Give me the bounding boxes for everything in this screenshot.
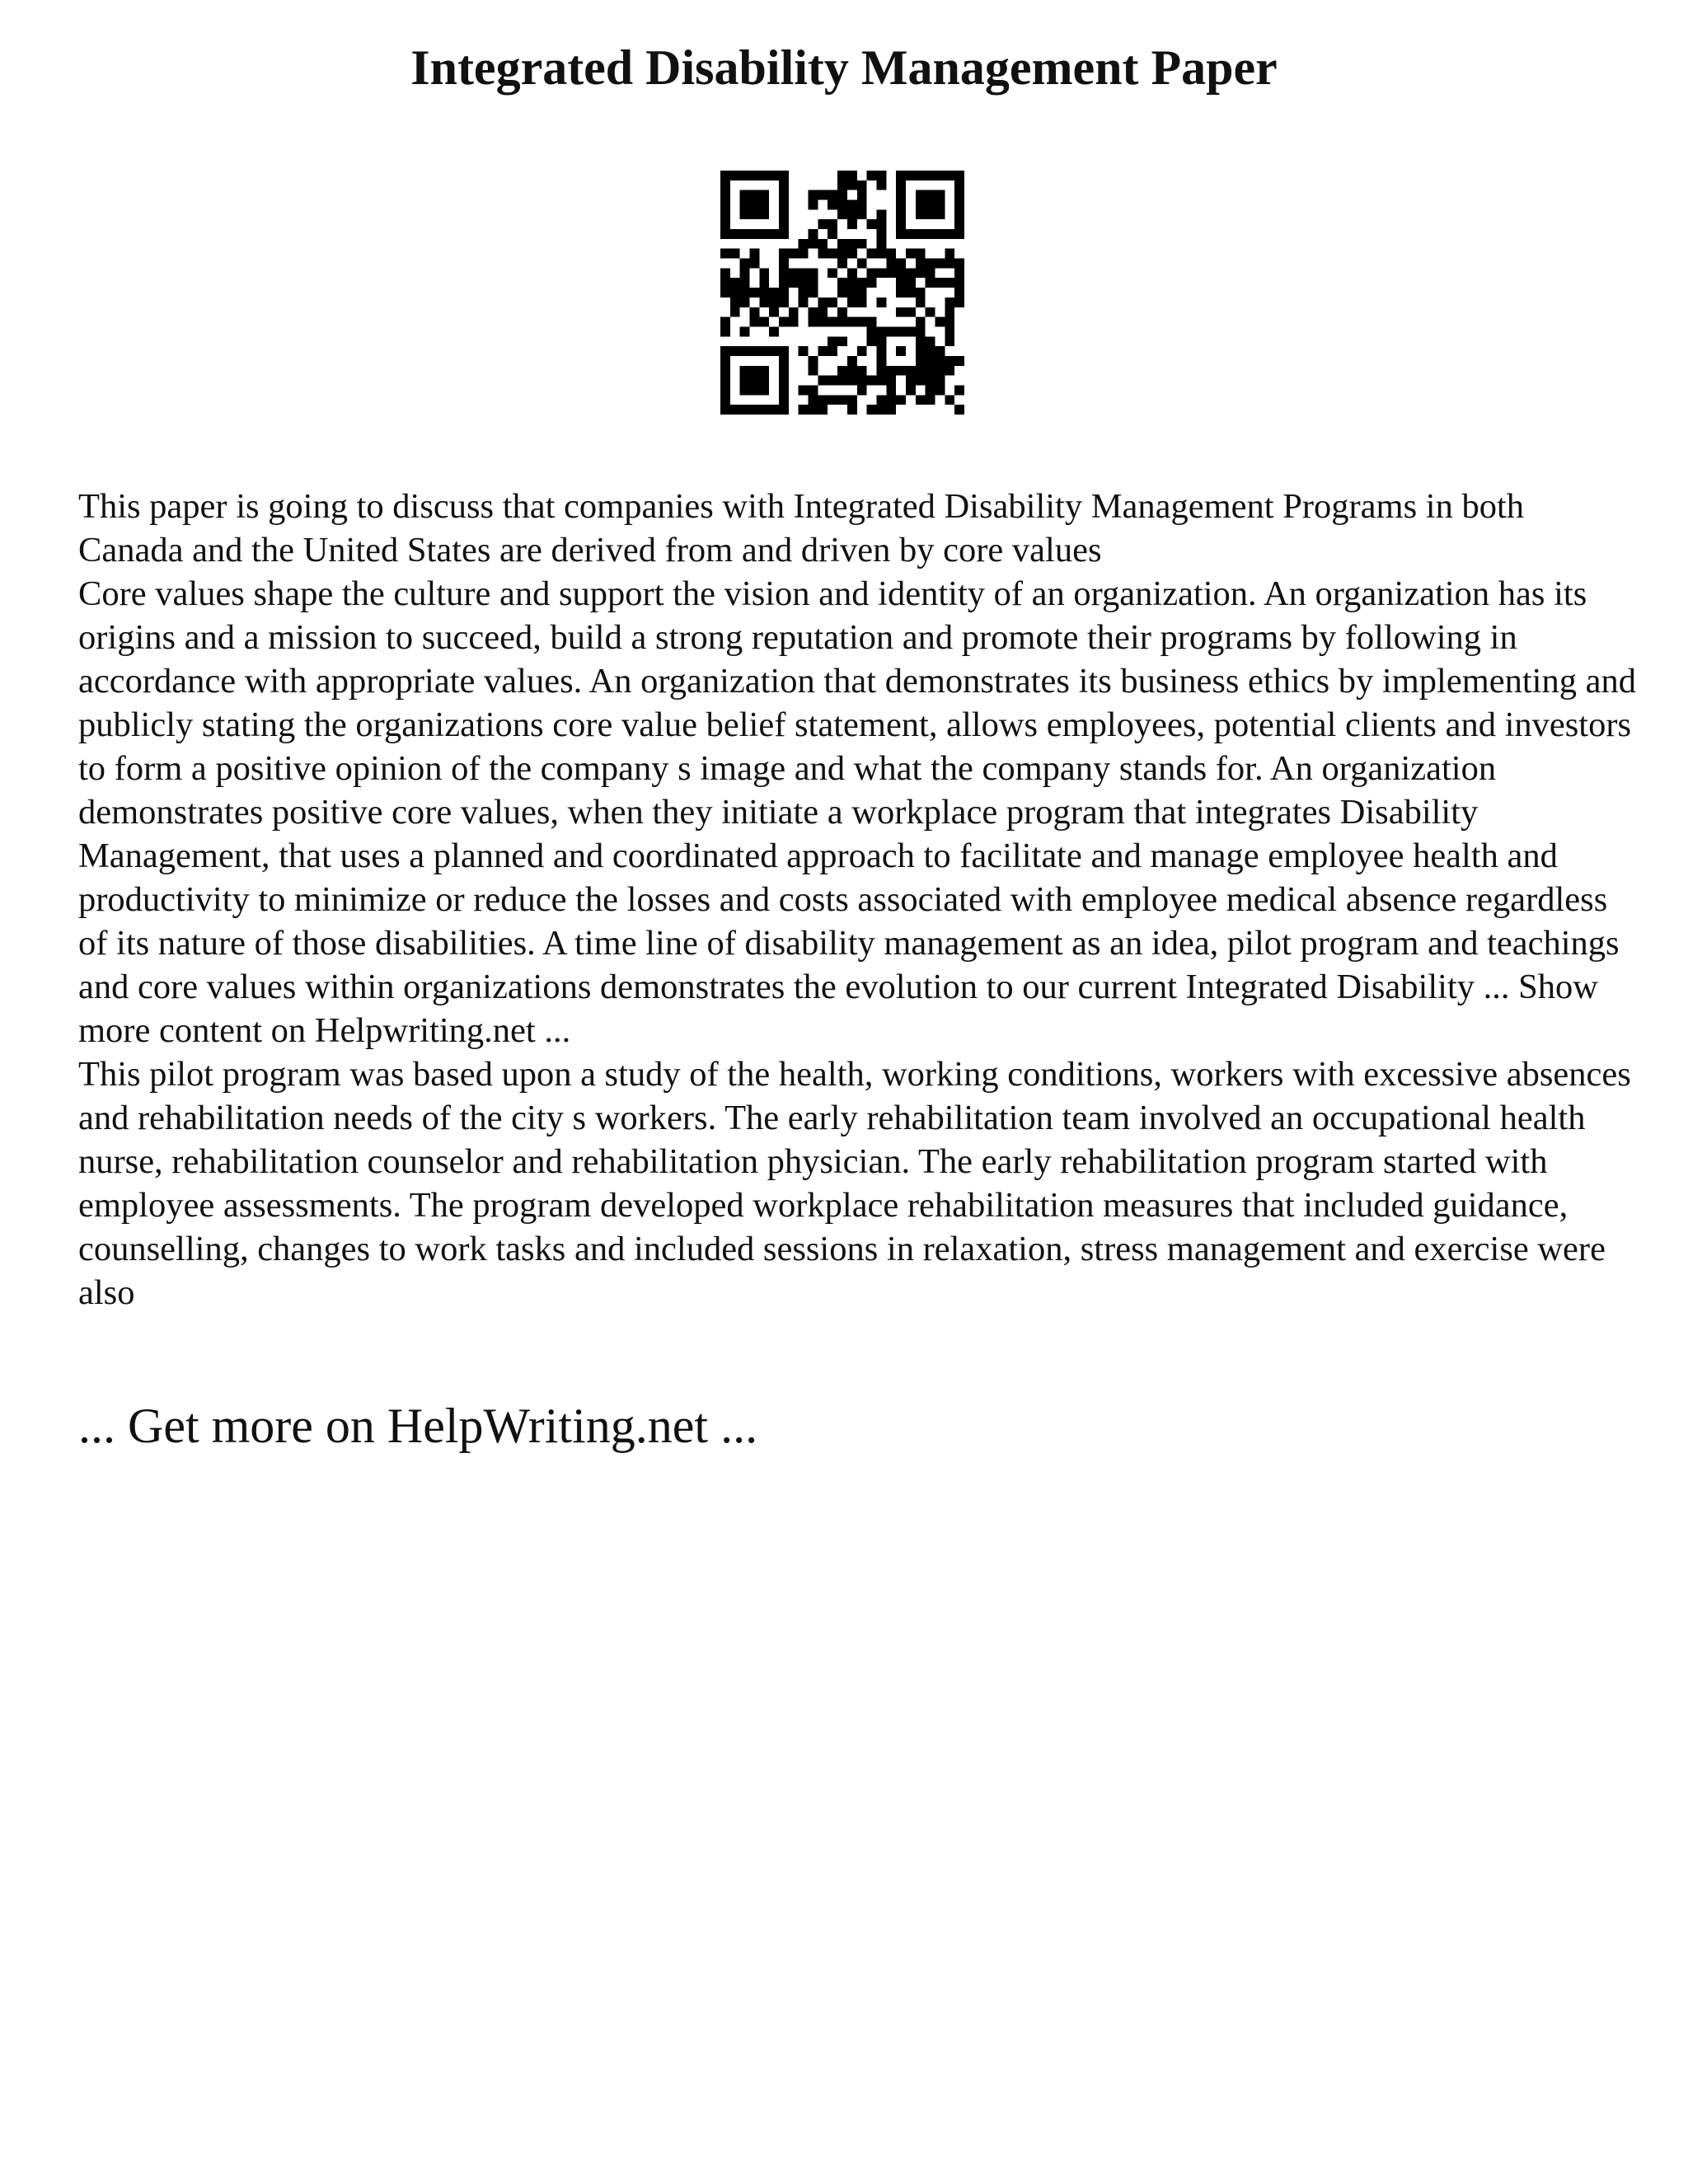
paragraph-core-values: Core values shape the culture and support the vision and identity of an organization. An organization has its origins and a mission to succeed, build a strong reputation and promote their programs by following in accordance with appropriate values. An organization that demonstrates its business ethics by implementing and publicly stating the organizations core value belief statement, allows employees, potential clients and investors to form a positive opinion of the company s image and what the company stands for. An organization demonstrates positive core values, when they initiate a workplace program that integrates Disability Management, that uses a planned and coordinated approach to facilitate and manage employee health and productivity to minimize or reduce the losses and costs associated with employee medical absence regardless of its nature of those disabilities. A time line of disability management as an idea, pilot program and teachings and core values within organizations demonstrates the evolution to our current Integrated Disability ... Show more content on Helpwriting.net ... — [78, 574, 1636, 1050]
article-body — [78, 485, 1636, 1315]
paragraph-intro: This paper is going to discuss that companies with Integrated Disability Management Programs in both Canada and the United States are derived from and driven by core values — [78, 487, 1524, 569]
paragraph-pilot-program: This pilot program was based upon a study of the health, working conditions, workers with excessive absences and rehabilitation needs of the city s workers. The early rehabilitation team involved an occupational health nurse, rehabilitation counselor and rehabilitation physician. The early rehabilitation program started with employee assessments. The program developed workplace rehabilitation measures that included guidance, counselling, changes to work tasks and included sessions in relaxation, stress management and exercise were also — [78, 1055, 1631, 1312]
get-more-link[interactable]: ... Get more on HelpWriting.net ... — [78, 1399, 758, 1453]
qr-code-graphic — [720, 171, 964, 415]
qr-code-icon — [720, 171, 964, 415]
page-title: Integrated Disability Management Paper — [410, 40, 1278, 95]
